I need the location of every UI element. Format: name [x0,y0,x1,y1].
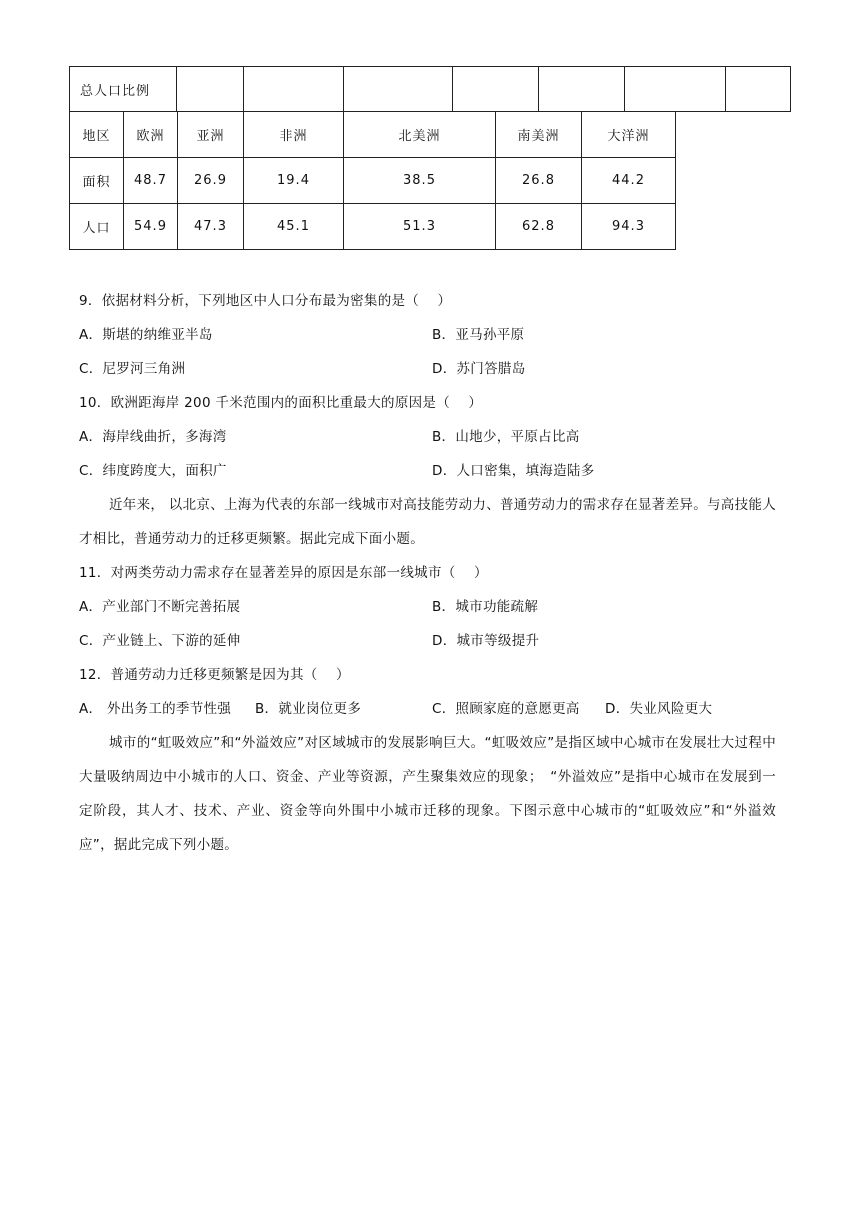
table-cell: 54.9 [124,204,178,250]
row-label-population-ratio: 总人口比例 [70,67,177,112]
table-row [70,158,676,204]
header-cell: 大洋洲 [582,112,676,158]
question-9-option-a: A．斯堪的纳维亚半岛 [79,327,213,343]
passage-siphon-spillover [79,726,776,862]
question-11-stem: 11．对两类劳动力需求存在显著差异的原因是东部一线城市（ ） [79,565,488,581]
table-cell [177,67,244,112]
question-12-stem: 12．普通劳动力迁移更频繁是因为其（ ） [79,667,350,683]
header-cell: 南美洲 [496,112,582,158]
question-11-option-c: C．产业链上、下游的延伸 [79,633,241,649]
question-9-option-d: D．苏门答腊岛 [432,361,526,377]
table-cell: 26.9 [178,158,244,204]
question-10-option-d: D．人口密集，填海造陆多 [432,463,595,479]
table-cell: 26.8 [496,158,582,204]
table-cell [453,67,539,112]
question-9-option-c: C．尼罗河三角洲 [79,361,186,377]
header-cell: 地区 [70,112,124,158]
question-12-option-d: D．失业风险更大 [605,701,713,717]
table-cell: 38.5 [344,158,496,204]
table-cell: 19.4 [244,158,344,204]
table-cell [625,67,726,112]
question-9-option-b: B．亚马孙平原 [432,327,525,343]
header-cell: 北美洲 [344,112,496,158]
population-ratio-table [69,66,791,112]
table-row [70,204,676,250]
question-11-option-d: D．城市等级提升 [432,633,540,649]
question-10-stem: 10．欧洲距海岸 200 千米范围内的面积比重最大的原因是（ ） [79,395,483,411]
table-cell: 94.3 [582,204,676,250]
table-row [70,67,791,112]
question-10-option-b: B．山地少，平原占比高 [432,429,580,445]
table-cell: 45.1 [244,204,344,250]
table-cell: 62.8 [496,204,582,250]
question-10-option-a: A．海岸线曲折，多海湾 [79,429,227,445]
header-cell: 亚洲 [178,112,244,158]
header-cell: 非洲 [244,112,344,158]
passage-labor-demand [79,488,776,556]
table-cell [344,67,453,112]
question-10-option-c: C．纬度跨度大，面积广 [79,463,227,479]
region-data-table [69,111,676,250]
table-cell: 44.2 [582,158,676,204]
table-cell: 48.7 [124,158,178,204]
question-11-option-a: A．产业部门不断完善拓展 [79,599,241,615]
table-cell: 51.3 [344,204,496,250]
table-cell: 47.3 [178,204,244,250]
question-11-option-b: B．城市功能疏解 [432,599,539,615]
passage-labor-demand-text: 近年来， 以北京、上海为代表的东部一线城市对高技能劳动力、普通劳动力的需求存在显著差异。与高技能人才相比，普通劳动力的迁移更频繁。据此完成下面小题。 [79,497,776,547]
question-12-option-c: C．照顾家庭的意愿更高 [432,701,580,717]
question-12-option-b: B．就业岗位更多 [255,701,362,717]
row-label: 人口 [70,204,124,250]
row-label: 面积 [70,158,124,204]
table-header-row [70,112,676,158]
header-cell: 欧洲 [124,112,178,158]
table-cell [539,67,625,112]
question-12-option-a: A． 外出务工的季节性强 [79,701,232,717]
table-cell [244,67,344,112]
table-cell [726,67,791,112]
question-9-stem: 9．依据材料分析，下列地区中人口分布最为密集的是（ ） [79,293,452,309]
passage-siphon-spillover-text: 城市的“虹吸效应”和“外溢效应”对区域城市的发展影响巨大。“虹吸效应”是指区域中心城市在发展壮大过程中大量吸纳周边中小城市的人口、资金、产业等资源，产生聚集效应的现象； “外溢效应”是指中心城市在发展到一定阶段，其人才、技术、产业、资金等向外围中小城市迁移的现象。下图示意中心城市的“虹吸效应”和“外溢效应”，据此完成下列小题。 [79,735,776,853]
